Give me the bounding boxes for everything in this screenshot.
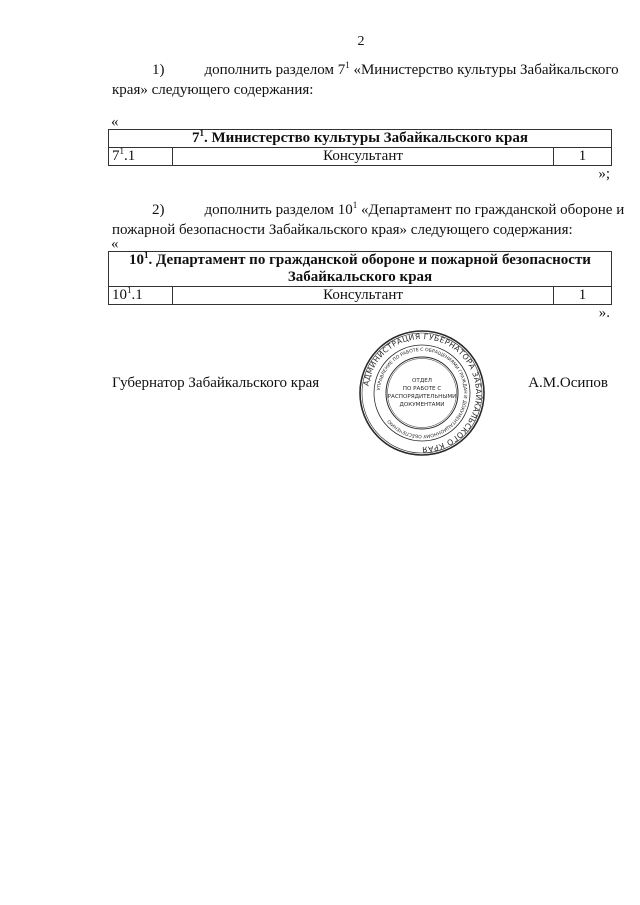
svg-text:УПРАВЛЕНИЕ ПО РАБОТЕ С ОБРАЩЕН (376, 347, 468, 439)
table-2-code-cell (109, 287, 173, 305)
item-2-number: 2) (152, 202, 165, 218)
item-2-text-a: дополнить разделом 10 (204, 202, 353, 218)
seal-graphic (357, 328, 487, 458)
item-2-paragraph (112, 200, 625, 240)
table-2-heading-text: . Департамент по гражданской обороне и пожарной безопасности (148, 252, 591, 268)
seal-outer-text: АДМИНИСТРАЦИЯ ГУБЕРНАТОРА ЗАБАЙКАЛЬСКОГО КРАЯ (361, 331, 484, 455)
table-row (109, 287, 612, 305)
table-row (109, 148, 612, 166)
table-1-position-cell: Консультант (173, 148, 554, 166)
signature-title: Губернатор Забайкальского края (112, 375, 320, 391)
table-1-code-a: 7 (112, 148, 120, 164)
table-2-count-cell: 1 (554, 287, 612, 305)
item-2-text-b: «Департамент по гражданской обороне и (357, 202, 625, 218)
table-1 (108, 129, 612, 166)
table-2-heading-superscript: 1 (144, 250, 149, 260)
table-1-heading (109, 130, 612, 148)
table-2-code-b: .1 (131, 287, 143, 303)
table-1-count-cell: 1 (554, 148, 612, 166)
table-2 (108, 251, 612, 305)
table-1-code-cell (109, 148, 173, 166)
table-2-position-cell: Консультант (173, 287, 554, 305)
table-2-code-superscript: 1 (127, 285, 132, 295)
table-2-code-a: 10 (112, 287, 127, 303)
item-1-paragraph (112, 60, 619, 100)
item-2-superscript: 1 (352, 200, 358, 210)
table-2-heading-line-2: Забайкальского края (287, 269, 433, 285)
item-2-line-2: пожарной безопасности Забайкальского края» следующего содержания: (112, 222, 573, 238)
seal-center-line-3: РАСПОРЯДИТЕЛЬНЫМИ (387, 394, 457, 400)
page-number: 2 (357, 34, 365, 49)
item-1-superscript: 1 (345, 60, 350, 70)
seal-inner-text: УПРАВЛЕНИЕ ПО РАБОТЕ С ОБРАЩЕНИЯМИ ГРАЖДАН И ДОКУМЕНТАЦИОННОМУ ОБЕСПЕЧЕНИЮ (377, 347, 468, 439)
table-1-open-quote: « (111, 114, 119, 130)
table-2-heading-number: 10 (129, 252, 145, 268)
item-1-line-2: края» следующего содержания: (112, 82, 314, 98)
item-1-text-a: дополнить разделом 7 (204, 62, 346, 78)
item-1-number: 1) (152, 62, 165, 78)
item-2-line-1 (112, 200, 625, 220)
table-2-open-quote: « (111, 236, 119, 252)
table-1-heading-number: 7 (191, 130, 200, 146)
item-1-text-b: «Министерство культуры Забайкальского (349, 62, 619, 78)
item-1-line-1 (112, 60, 619, 80)
seal-center-line-2: ПО РАБОТЕ С (402, 386, 442, 392)
official-seal-stamp (357, 328, 487, 458)
table-2-close-quote: ». (598, 305, 610, 321)
table-2-heading (109, 252, 612, 287)
table-1-heading-text: . Министерство культуры Забайкальского края (203, 130, 529, 146)
seal-center-line-1: ОТДЕЛ (412, 378, 432, 384)
table-1-code-superscript: 1 (119, 146, 124, 156)
seal-center-line-4: ДОКУМЕНТАМИ (399, 402, 445, 408)
table-1-heading-superscript: 1 (199, 128, 204, 138)
table-1-code-b: .1 (124, 148, 136, 164)
table-1-close-quote: »; (598, 166, 610, 182)
signature-name: А.М.Осипов (528, 375, 608, 391)
